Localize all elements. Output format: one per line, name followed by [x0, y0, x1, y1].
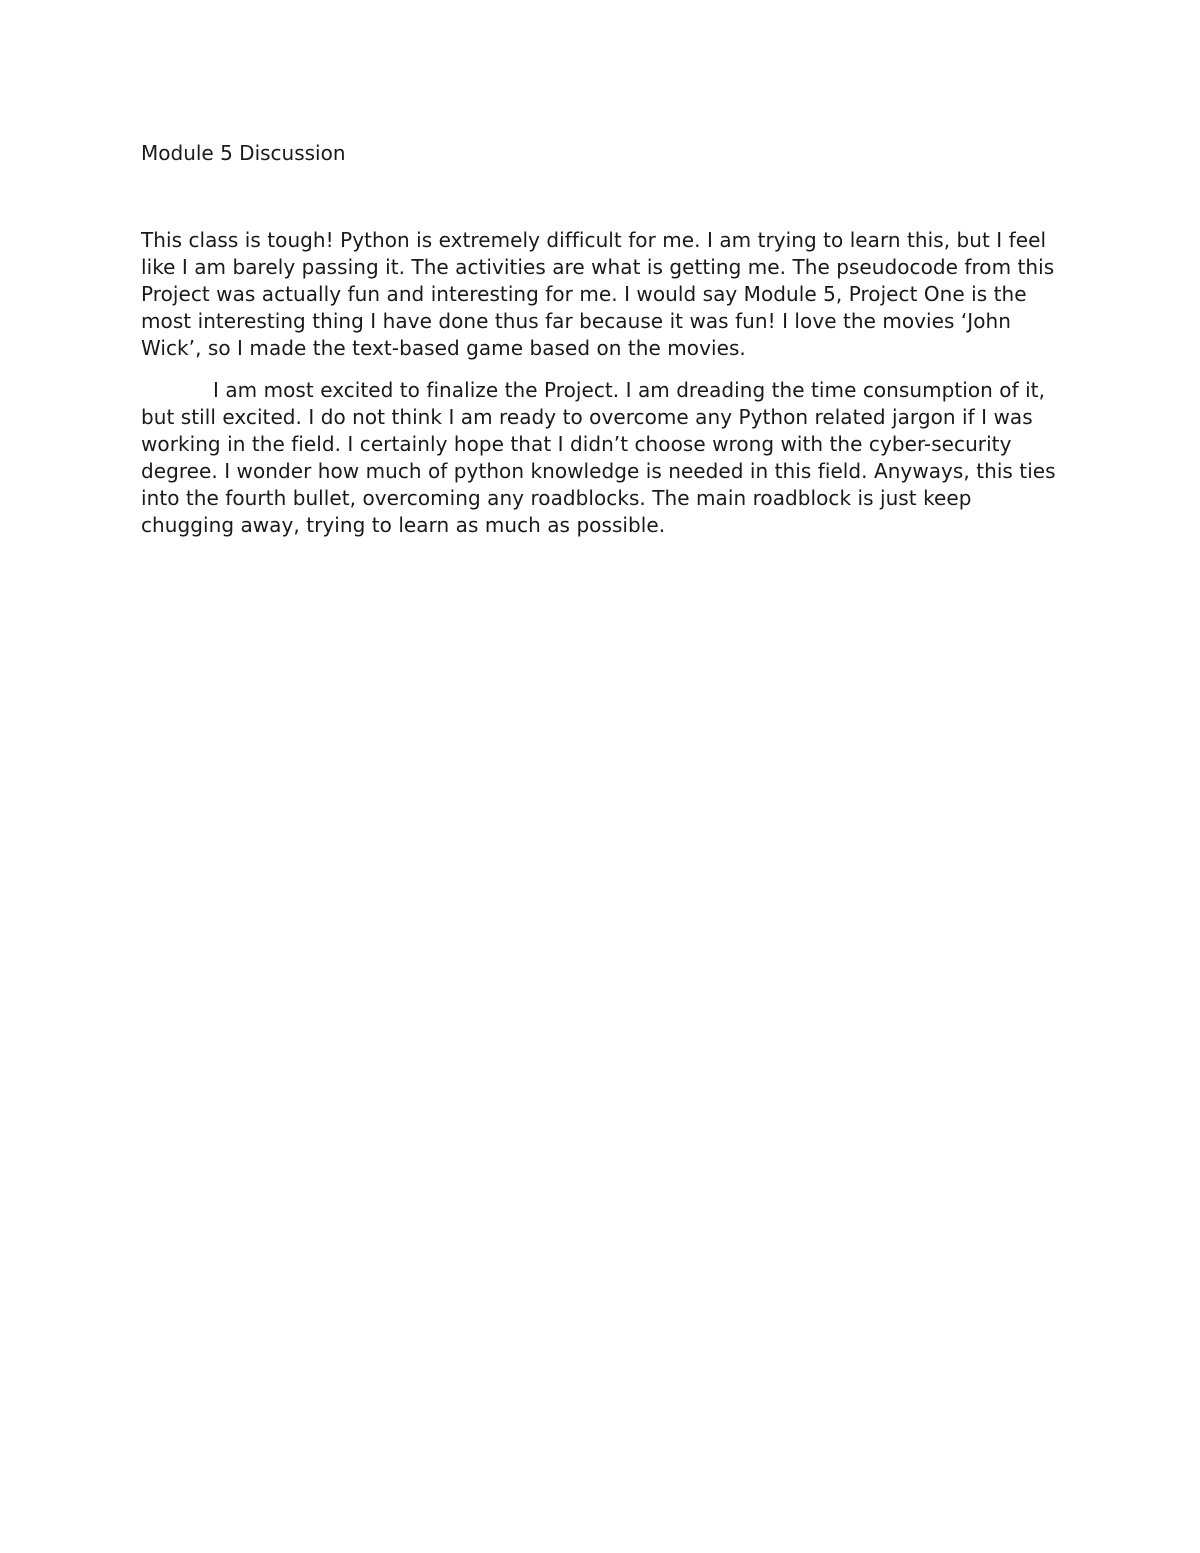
document-title: Module 5 Discussion	[141, 141, 346, 165]
document-body	[141, 140, 1061, 539]
paragraph-1: This class is tough! Python is extremely difficult for me. I am trying to learn this, but I feel like I am barely passing it. The activities are what is getting me. The pseudocode from this Project was actually fun and interesting for me. I would say Module 5, Project One is the most interesting thing I have done thus far because it was fun! I love the movies ‘John Wick’, so I made the text-based game based on the movies.	[141, 228, 1055, 360]
paragraph-2: I am most excited to finalize the Project. I am dreading the time consumption of it, but still excited. I do not think I am ready to overcome any Python related jargon if I was working in the field. I certainly hope that I didn’t choose wrong with the cyber-security degree. I wonder how much of python knowledge is needed in this field. Anyways, this ties into the fourth bullet, overcoming any roadblocks. The main roadblock is just keep chugging away, trying to learn as much as possible.	[141, 378, 1056, 537]
